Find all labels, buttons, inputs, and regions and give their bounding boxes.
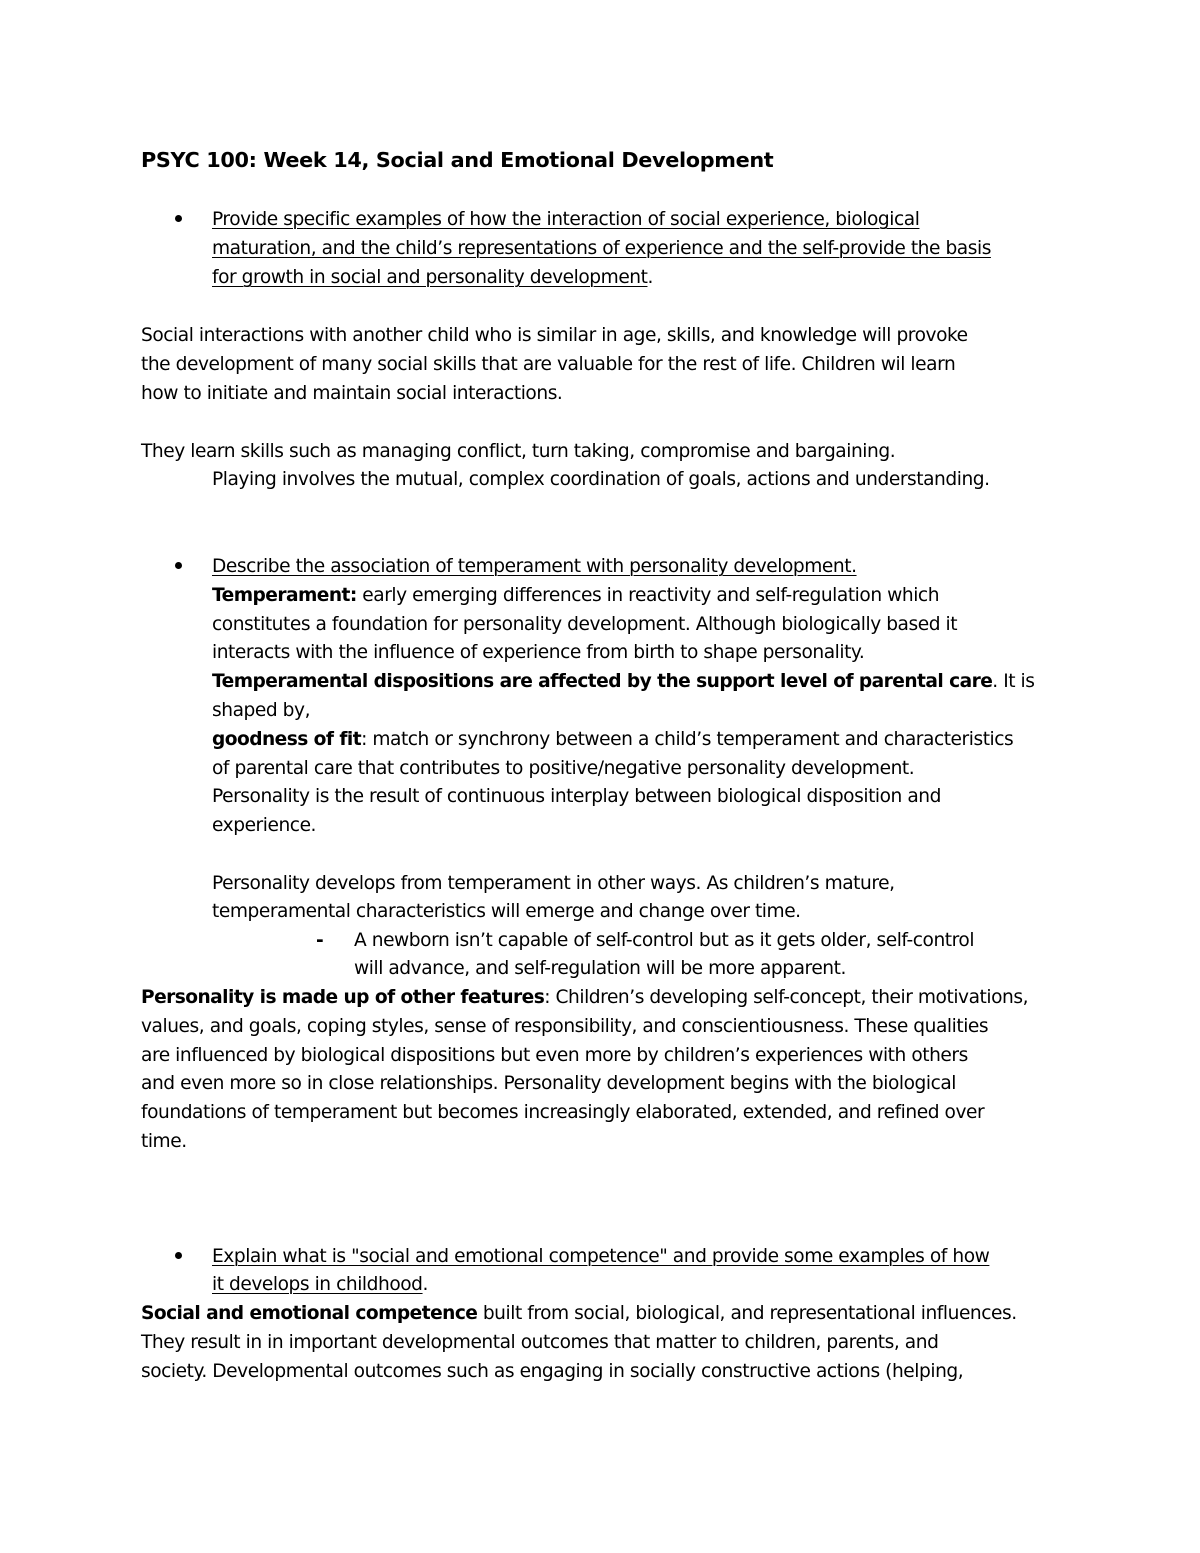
features-line: time. [141, 1131, 187, 1152]
paragraph-line: the development of many social skills that are valuable for the rest of life. Children wil learn [141, 354, 956, 375]
competence-line: Social and emotional competence built from social, biological, and representational influences. [141, 1303, 1017, 1324]
goodness-of-fit-line: experience. [212, 815, 317, 836]
dispositions-line: Temperamental dispositions are affected by the support level of parental care. It is [212, 671, 1035, 692]
temperament-definition-line: constitutes a foundation for personality development. Although biologically based it [212, 614, 958, 635]
section3-prompt-line: Explain what is "social and emotional competence" and provide some examples of how [212, 1246, 990, 1267]
paragraph-line: Social interactions with another child who is similar in age, skills, and knowledge will provoke [141, 325, 968, 346]
bullet-icon [175, 215, 182, 222]
section1-prompt-line: Provide specific examples of how the interaction of social experience, biological [212, 209, 920, 230]
section1-prompt-line: for growth in social and personality development. [212, 267, 653, 288]
document-title: PSYC 100: Week 14, Social and Emotional Development [141, 148, 774, 172]
features-line: values, and goals, coping styles, sense of responsibility, and conscientiousness. These qualities [141, 1016, 989, 1037]
temperament-term: Temperament: [212, 585, 357, 606]
goodness-of-fit-term: goodness of fit [212, 729, 362, 750]
temperament-definition-line: Temperament: early emerging differences in reactivity and self-regulation which [212, 585, 940, 606]
paragraph-line: They learn skills such as managing conflict, turn taking, compromise and bargaining. [141, 441, 896, 462]
bullet-icon [175, 1252, 182, 1259]
section3-prompt-line: it develops in childhood. [212, 1274, 429, 1295]
paragraph-line: temperamental characteristics will emerge and change over time. [212, 901, 801, 922]
features-line: and even more so in close relationships. Personality development begins with the biological [141, 1073, 957, 1094]
competence-line: society. Developmental outcomes such as engaging in socially constructive actions (helping, [141, 1361, 964, 1382]
features-line: Personality is made up of other features: Children’s developing self-concept, their motivations, [141, 987, 1029, 1008]
dispositions-bold: Temperamental dispositions are affected by the support level of parental care [212, 671, 993, 692]
dash-item-line: A newborn isn’t capable of self-control but as it gets older, self-control [354, 930, 975, 951]
section1-prompt-line: maturation, and the child’s representations of experience and the self-provide the basis [212, 238, 991, 259]
section2-prompt: Describe the association of temperament with personality development. [212, 556, 857, 577]
temperament-definition-line: interacts with the influence of experience from birth to shape personality. [212, 642, 865, 663]
features-line: are influenced by biological dispositions but even more by children’s experiences with others [141, 1045, 968, 1066]
paragraph-line: how to initiate and maintain social interactions. [141, 383, 563, 404]
dash-item-line: will advance, and self-regulation will be more apparent. [354, 958, 846, 979]
features-line: foundations of temperament but becomes increasingly elaborated, extended, and refined over [141, 1102, 985, 1123]
paragraph-line: Personality develops from temperament in other ways. As children’s mature, [212, 873, 895, 894]
bullet-icon [175, 562, 182, 569]
dispositions-line: shaped by, [212, 700, 311, 721]
goodness-of-fit-line: Personality is the result of continuous interplay between biological disposition and [212, 786, 941, 807]
competence-bold: Social and emotional competence [141, 1303, 478, 1324]
goodness-of-fit-line: of parental care that contributes to positive/negative personality development. [212, 758, 915, 779]
competence-line: They result in in important developmental outcomes that matter to children, parents, and [141, 1332, 939, 1353]
goodness-of-fit-line: goodness of fit: match or synchrony between a child’s temperament and characteristics [212, 729, 1014, 750]
dash-marker: - [316, 930, 324, 951]
features-bold: Personality is made up of other features [141, 987, 545, 1008]
paragraph-line: Playing involves the mutual, complex coordination of goals, actions and understanding. [212, 469, 990, 490]
